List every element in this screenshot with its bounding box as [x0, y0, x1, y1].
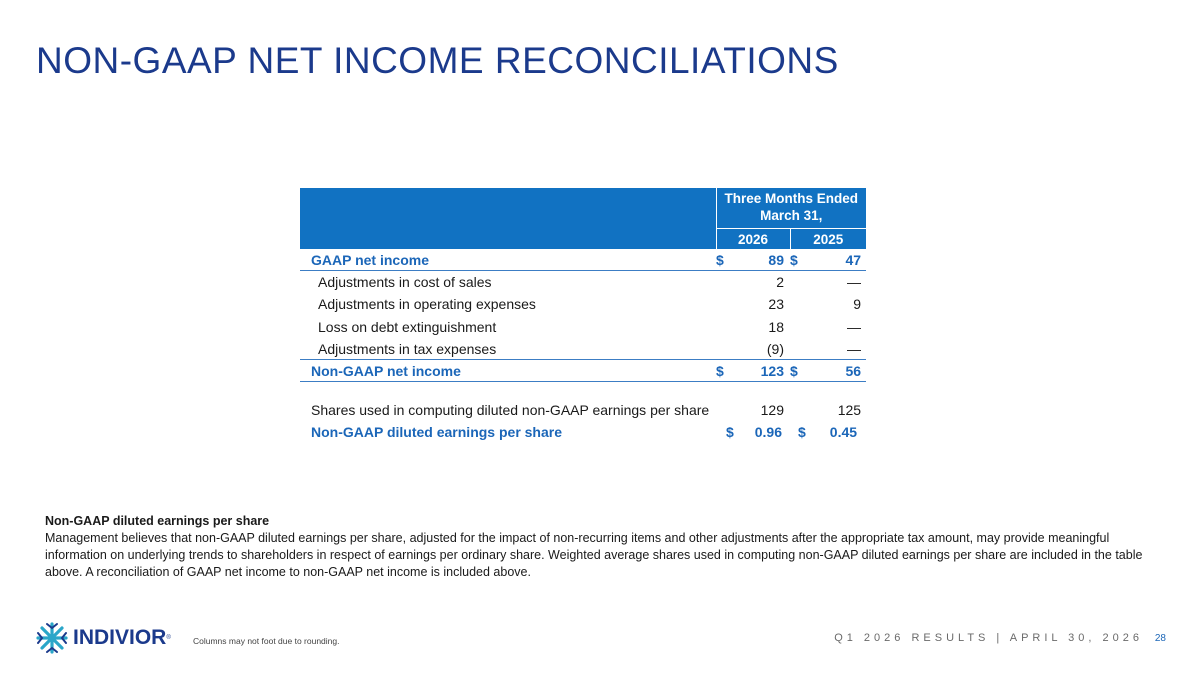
value-2025: 125 — [837, 401, 862, 418]
footnote-section — [45, 513, 1165, 581]
value-2025: 56 — [806, 360, 866, 382]
table-header-period-row — [300, 188, 866, 229]
year-header-2026: 2026 — [716, 229, 790, 250]
reconciliation-table — [300, 188, 866, 443]
currency-symbol: $ — [798, 423, 806, 440]
table-row-non-gaap-eps — [300, 420, 866, 443]
value-2026: 123 — [730, 360, 790, 382]
currency-symbol: $ — [790, 249, 806, 271]
table-header-blank — [300, 188, 716, 249]
table-row-shares — [300, 399, 866, 420]
footnote-heading: Non-GAAP diluted earnings per share — [45, 514, 270, 528]
indivior-logo-icon — [35, 621, 69, 655]
value-2026: (9) — [730, 338, 790, 360]
logo-registered-mark: ® — [166, 635, 171, 641]
table-row-gaap-net-income — [300, 249, 866, 271]
value-2025: — — [806, 338, 866, 360]
period-header: Three Months Ended March 31, — [716, 188, 866, 229]
row-label: Non-GAAP diluted earnings per share — [311, 423, 563, 440]
row-label: GAAP net income — [300, 249, 716, 271]
table-row-adj-tax — [300, 338, 866, 360]
currency-symbol: $ — [716, 249, 730, 271]
table-row-adj-cost-of-sales — [300, 271, 866, 293]
rounding-note: Columns may not foot due to rounding. — [193, 636, 340, 646]
row-label: Loss on debt extinguishment — [318, 318, 497, 335]
row-label: Non-GAAP net income — [300, 360, 716, 382]
company-logo — [35, 621, 171, 655]
table-spacer-row — [300, 382, 866, 400]
table-row-non-gaap-net-income — [300, 360, 866, 382]
table-row-adj-opex — [300, 292, 866, 315]
logo-wordmark: INDIVIOR — [73, 626, 167, 649]
value-2025: 0.45 — [829, 423, 858, 440]
table-row-loss-debt — [300, 315, 866, 338]
footnote-body: Management believes that non-GAAP diluted earnings per share, adjusted for the impact of non-recurring items and other adjustments after the appropriate tax amount, may provide meaningful information on underlying trends to shareholders in respect of earnings per ordinary share. Weighted average shares used in computing non-GAAP diluted earnings per share are included in the table above. A reconciliation of GAAP net income to non-GAAP net income is included above. — [45, 531, 1143, 579]
value-2025: 9 — [853, 295, 862, 312]
value-2025: 47 — [806, 249, 866, 271]
row-label: Adjustments in cost of sales — [318, 273, 492, 290]
value-2026: 2 — [776, 273, 784, 290]
value-2026: 89 — [730, 249, 790, 271]
event-label: Q1 2026 RESULTS | APRIL 30, 2026 — [834, 632, 1143, 644]
currency-symbol: $ — [726, 423, 734, 440]
row-label: Shares used in computing diluted non-GAAP earnings per share — [311, 401, 710, 418]
reconciliation-table-container — [300, 188, 866, 443]
row-label: Adjustments in operating expenses — [318, 295, 536, 312]
currency-symbol: $ — [790, 360, 806, 382]
currency-symbol: $ — [716, 360, 730, 382]
value-2026: 129 — [760, 401, 784, 418]
row-label: Adjustments in tax expenses — [300, 338, 716, 360]
value-2025: — — [847, 318, 862, 335]
value-2026: 0.96 — [754, 423, 782, 440]
value-2026: 23 — [768, 295, 784, 312]
year-header-2025: 2025 — [790, 229, 866, 250]
page-number: 28 — [1154, 633, 1166, 644]
value-2025: — — [847, 273, 862, 290]
value-2026: 18 — [768, 318, 784, 335]
page-title: NON-GAAP NET INCOME RECONCILIATIONS — [36, 40, 839, 81]
